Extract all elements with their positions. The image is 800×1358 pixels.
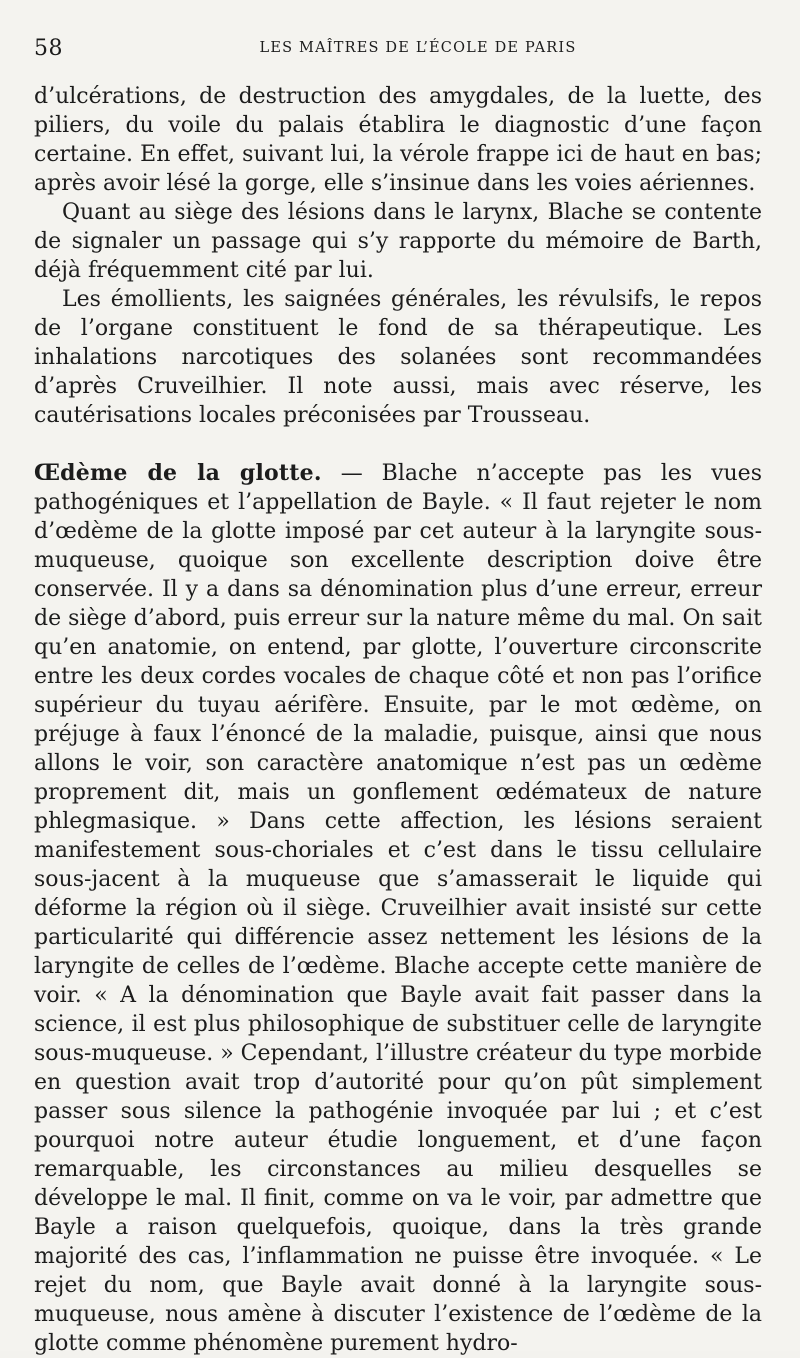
paragraph-larynx-lesions: Quant au siège des lésions dans le larynx, Blache se contente de signaler un passage qui s’y rapporte du mémoire de Barth, déjà fréquemment cité par lui. — [34, 200, 762, 283]
section-body: — Blache n’accepte pas les vues pathogéniques et l’appellation de Bayle. « Il faut rejeter le nom d’œdème de la glotte imposé par cet auteur à la laryngite sous-muqueuse, quoique son excellente description doive être conservée. Il y a dans sa dénomination plus d’une erreur, erreur de siège d’abord, puis erreur sur la nature même du mal. On sait qu’en anatomie, on entend, par glotte, l’ouverture circonscrite entre les deux cordes vocales de chaque côté et non pas l’orifice supérieur du tuyau aérifère. Ensuite, par le mot œdème, on préjuge à faux l’énoncé de la maladie, puisque, ainsi que nous allons le voir, son caractère anatomique n’est pas un œdème proprement dit, mais un gonflement œdémateux de nature phlegmasique. » Dans cette affection, les lésions seraient manifestement sous-choriales et c’est dans le tissu cellulaire sous-jacent à la muqueuse que s’amasserait le liquide qui déforme la région où il siège. Cruveilhier avait insisté sur cette particularité qui différencie assez nettement les lésions de la laryngite de celles de l’œdème. Blache accepte cette manière de voir. « A la dénomination que Bayle avait fait passer dans la science, il est plus philosophique de substituer celle de laryngite sous-muqueuse. » Cependant, l’illustre créateur du type morbide en question avait trop d’autorité pour qu’on pût simplement passer sous silence la pathogénie invoquée par lui ; et c’est pourquoi notre auteur étudie longuement, et d’une façon remarquable, les circonstances au milieu desquelles se développe le mal. Il finit, comme on va le voir, par admettre que Bayle a raison quelquefois, quoique, dans la très grande majorité des cas, l’inflammation ne puisse être invoquée. « Le rejet du nom, que Bayle avait donné à la laryngite sous-muqueuse, nous amène à discuter l’existence de l’œdème de la glotte comme phénomène purement hydro- — [34, 461, 762, 1356]
paragraph-therapeutics: Les émollients, les saignées générales, les révulsifs, le repos de l’organe constituent le fond de sa thérapeutique. Les inhalations narcotiques des solanées sont recommandées d’après Cruveilhier. Il note aussi, mais avec réserve, les cautérisations locales préconisées par Trousseau. — [34, 287, 762, 428]
section-title: Œdème de la glotte. — [34, 460, 322, 486]
running-head: LES MAÎTRES DE L’ÉCOLE DE PARIS — [259, 40, 577, 56]
paragraph-oedeme-glotte — [34, 459, 762, 1358]
paragraph-continuation: d’ulcérations, de destruction des amygdales, de la luette, des piliers, du voile du palais établira le diagnostic d’une façon certaine. En effet, suivant lui, la vérole frappe ici de haut en bas; après avoir lésé la gorge, elle s’insinue dans les voies aériennes. — [34, 84, 762, 196]
page-number: 58 — [34, 36, 63, 61]
page-header — [34, 36, 762, 62]
body-text — [34, 82, 762, 1358]
